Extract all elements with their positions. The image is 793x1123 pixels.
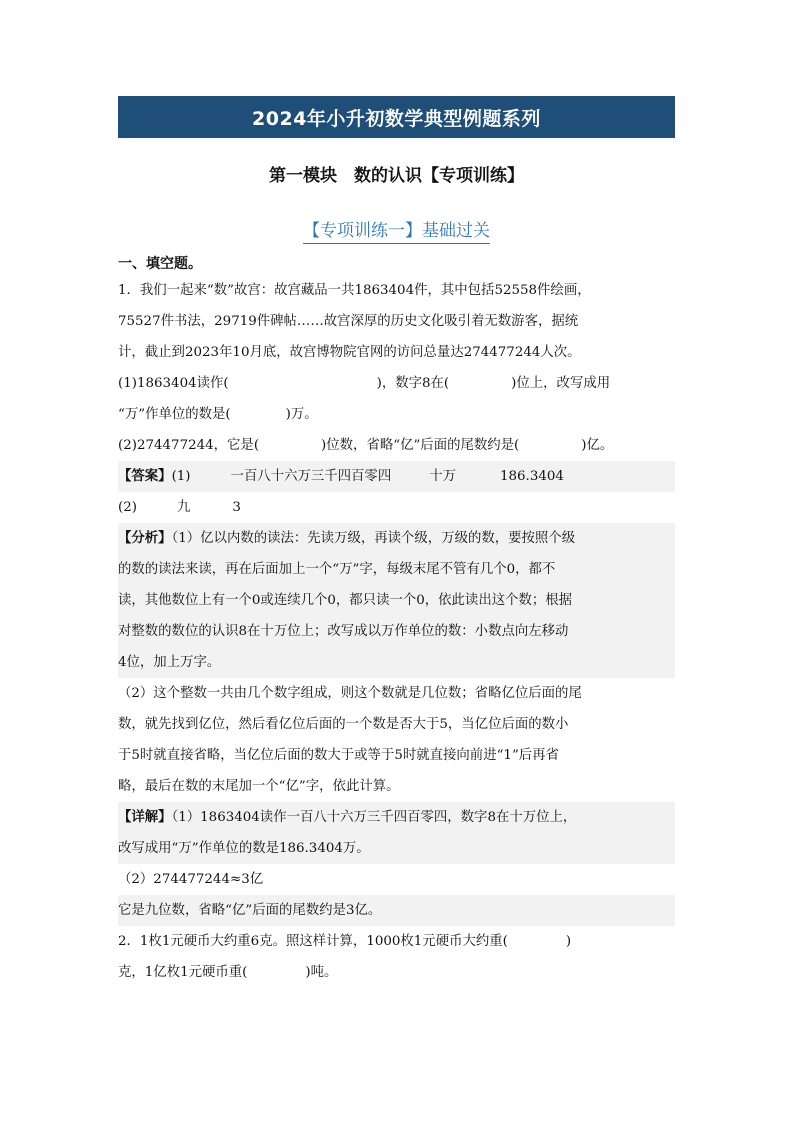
q1-line-3: 计，截止到2023年10月底，故宫博物院官网的访问总量达274477244人次。 bbox=[118, 345, 581, 360]
detail-block-3 bbox=[118, 895, 675, 926]
analysis-line: 4位，加上万字。 bbox=[118, 655, 221, 670]
q2-line-2 bbox=[118, 957, 675, 988]
q1-sub2-text-a: (2)274477244，它是( bbox=[118, 438, 260, 453]
answer-value: 一百八十六万三千四百零四 bbox=[230, 469, 392, 484]
answer-part-1: (1) bbox=[171, 469, 191, 484]
section-title: 【专项训练一】基础过关 bbox=[303, 216, 490, 244]
q1-sub1-text-e: )万。 bbox=[285, 407, 318, 422]
q1-sub1-line bbox=[118, 368, 675, 399]
analysis-label: 【分析】 bbox=[118, 530, 172, 546]
q1-sub1-text-a: (1)1863404读作( bbox=[118, 376, 229, 391]
answer-part-2: (2) bbox=[118, 500, 137, 515]
module-title: 第一模块 数的认识【专项训练】 bbox=[269, 166, 524, 186]
analysis-line: （2）这个整数一共由几个数字组成，则这个数就是几位数；省略亿位后面的尾 bbox=[118, 686, 582, 701]
q1-sub1-text-d: “万”作单位的数是( bbox=[118, 407, 231, 422]
detail-line bbox=[118, 802, 675, 833]
detail-line: 它是九位数，省略“亿”后面的尾数约是3亿。 bbox=[118, 903, 382, 918]
analysis-line: 对整数的数位的认识8在十万位上；改写成以万作单位的数：小数点向左移动 bbox=[118, 624, 569, 639]
q2-text-a: 2．1枚1元硬币大约重6克。照这样计算，1000枚1元硬币大约重( bbox=[118, 934, 508, 949]
analysis-line: 于5时就直接省略，当亿位后面的数大于或等于5时就直接向前进“1”后再省 bbox=[118, 748, 559, 763]
question-1 bbox=[118, 275, 675, 461]
analysis-line: 读，其他数位上有一个0或连续几个0，都只读一个0，依此读出这个数；根据 bbox=[118, 593, 573, 608]
detail-line: （2）274477244≈3亿 bbox=[118, 872, 264, 887]
answer-value: 3 bbox=[232, 500, 241, 515]
q1-sub2-text-c: )亿。 bbox=[581, 438, 614, 453]
detail-block bbox=[118, 802, 675, 864]
detail-block-2 bbox=[118, 864, 675, 895]
analysis-line: 略，最后在数的末尾加一个“亿”字，依此计算。 bbox=[118, 779, 400, 794]
analysis-block bbox=[118, 523, 675, 678]
q1-sub1-text-b: )，数字8在( bbox=[376, 376, 450, 391]
analysis-line: 的数的读法来读，再在后面加上一个“万”字，每级末尾不管有几个0，都不 bbox=[118, 562, 556, 577]
answer-block bbox=[118, 461, 675, 492]
q1-sub2-text-b: )位数，省略“亿”后面的尾数约是( bbox=[321, 438, 520, 453]
q2-text-c: 克，1亿枚1元硬币重( bbox=[118, 965, 248, 980]
detail-label: 【详解】 bbox=[118, 809, 172, 825]
answer-block-2 bbox=[118, 492, 675, 523]
q1-sub1-line-2 bbox=[118, 399, 675, 430]
detail-text: （1）1863404读作一百八十六万三千四百零四，数字8在十万位上， bbox=[171, 810, 577, 825]
analysis-block-2 bbox=[118, 678, 675, 802]
q1-sub2-line bbox=[118, 430, 675, 461]
detail-line: 改写成用“万”作单位的数是186.3404万。 bbox=[118, 841, 370, 856]
question-2 bbox=[118, 926, 675, 988]
answer-line-2 bbox=[118, 492, 675, 523]
q1-sub1-text-c: )位上，改写成用 bbox=[511, 376, 611, 391]
answer-label: 【答案】 bbox=[118, 468, 172, 484]
analysis-text: （1）亿以内数的读法：先读万级，再读个级，万级的数，要按照个级 bbox=[171, 531, 576, 546]
answer-value: 186.3404 bbox=[500, 469, 564, 484]
q2-line-1 bbox=[118, 926, 675, 957]
series-banner: 2024年小升初数学典型例题系列 bbox=[118, 96, 675, 138]
part-heading: 一、填空题。 bbox=[118, 256, 202, 272]
document-page bbox=[118, 96, 675, 988]
q1-line-2: 75527件书法，29719件碑帖……故宫深厚的历史文化吸引着无数游客，据统 bbox=[118, 314, 579, 329]
q1-line-1: 1．我们一起来“数”故宫：故宫藏品一共1863404件，其中包括52558件绘画， bbox=[118, 283, 591, 298]
answer-line-1 bbox=[118, 461, 675, 492]
analysis-line: 数，就先找到亿位，然后看亿位后面的一个数是否大于5，当亿位后面的数小 bbox=[118, 717, 569, 732]
answer-value: 九 bbox=[176, 500, 191, 515]
q2-text-d: )吨。 bbox=[305, 965, 338, 980]
analysis-line bbox=[118, 523, 675, 554]
q2-text-b: ) bbox=[565, 934, 572, 949]
answer-value: 十万 bbox=[429, 469, 456, 484]
